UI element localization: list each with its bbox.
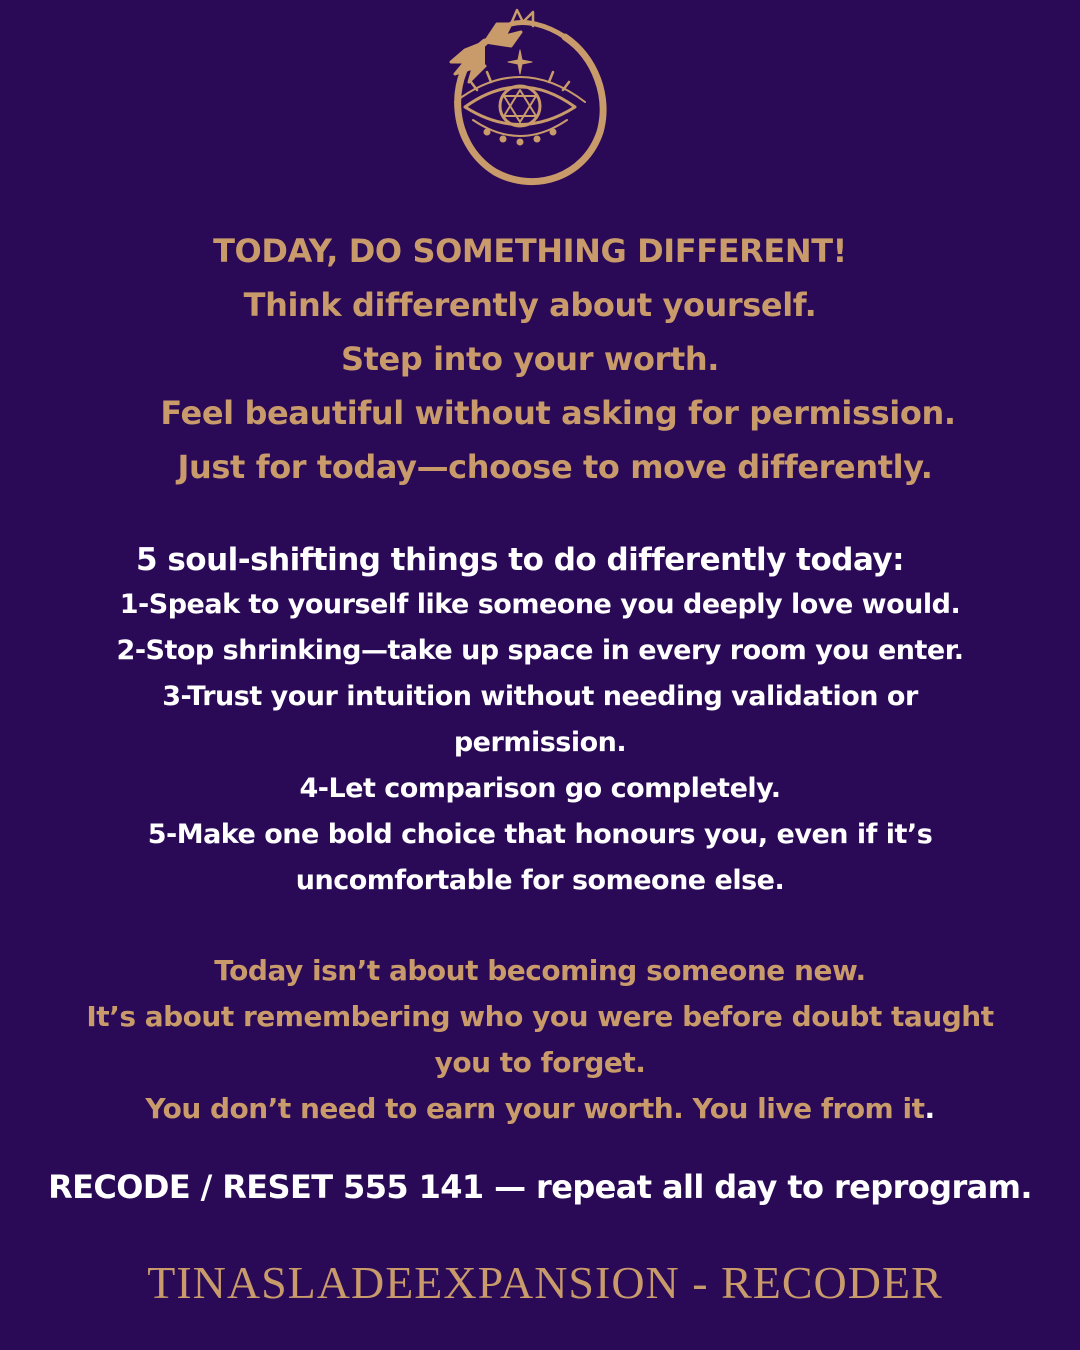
closing-text — [0, 948, 1080, 1132]
list-item: uncomfortable for someone else. — [295, 865, 785, 896]
closing-line-last: You don’t need to earn your worth. You live from it. — [145, 1092, 935, 1125]
list-item: 1-Speak to yourself like someone you deeply love would. — [119, 589, 961, 620]
shift-list — [0, 582, 1080, 904]
list-item: 5-Make one bold choice that honours you, even if it’s — [147, 819, 933, 850]
list-item: permission. — [453, 727, 627, 758]
intro-line: Feel beautiful without asking for permission. — [160, 394, 956, 432]
list-heading: 5 soul-shifting things to do differently today: — [135, 542, 905, 578]
code-line: RECODE / RESET 555 141 — repeat all day to reprogram. — [48, 1168, 1032, 1206]
brand-signature: TINASLADEEXPANSION - RECODER — [147, 1257, 943, 1308]
intro-line: Just for today—choose to move differently. — [177, 448, 933, 486]
intro-line: Think differently about yourself. — [243, 286, 817, 324]
closing-line: Today isn’t about becoming someone new. — [214, 954, 866, 987]
closing-line: It’s about remembering who you were before doubt taught — [86, 1000, 994, 1033]
closing-period: . — [924, 1092, 935, 1125]
list-item: 4-Let comparison go completely. — [299, 773, 781, 804]
intro-line: Step into your worth. — [341, 340, 719, 378]
intro-text — [0, 224, 1080, 494]
intro-line: TODAY, DO SOMETHING DIFFERENT! — [213, 232, 847, 270]
dragon-ouroboros-eye-icon — [425, 2, 615, 192]
closing-line: you to forget. — [434, 1046, 646, 1079]
list-item: 3-Trust your intuition without needing validation or — [162, 681, 918, 712]
list-item: 2-Stop shrinking—take up space in every room you enter. — [116, 635, 964, 666]
